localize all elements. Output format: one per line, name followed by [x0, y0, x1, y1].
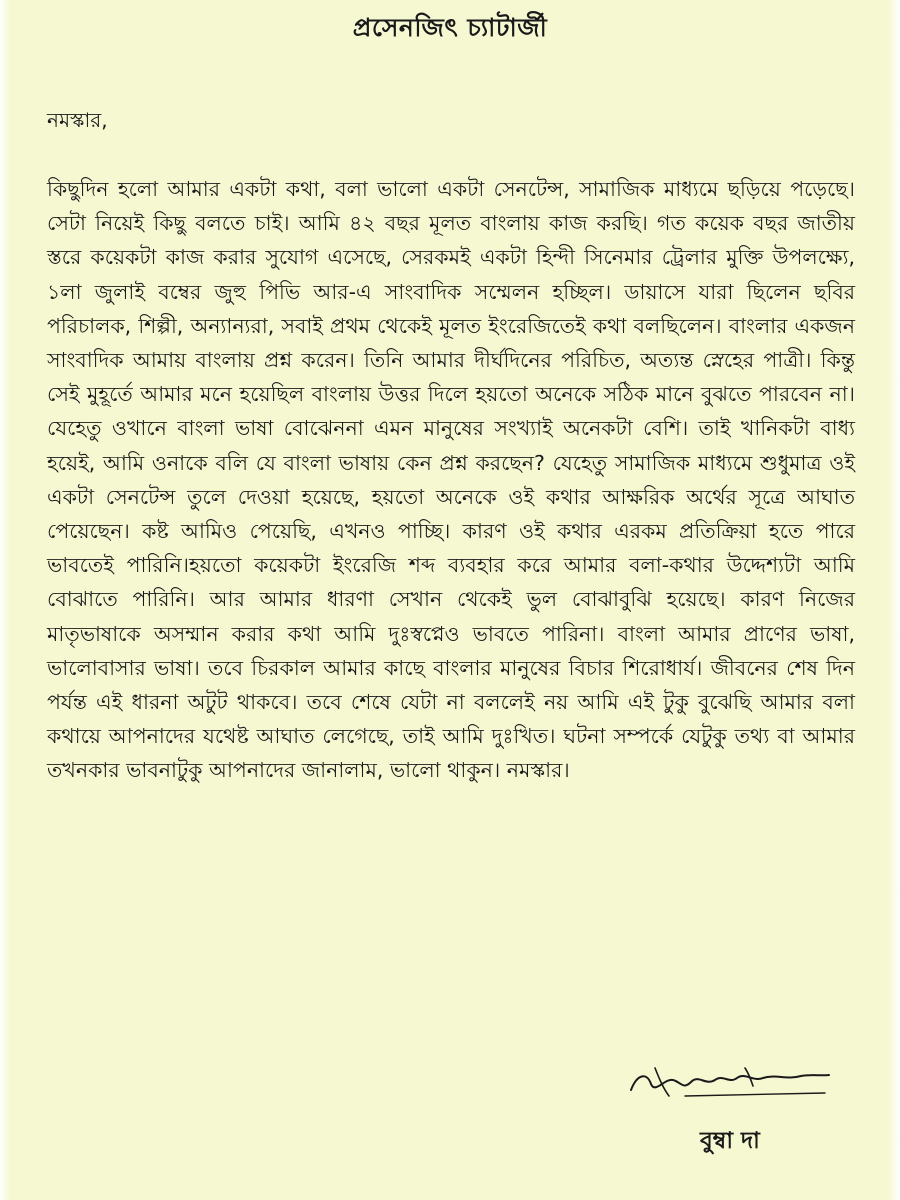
paper-edge-left: [0, 0, 10, 1200]
handwritten-signature: [625, 1060, 835, 1105]
greeting: নমস্কার,: [47, 108, 108, 132]
letter-body: কিছুদিন হলো আমার একটা কথা, বলা ভালো একটা সেনটেন্স, সামাজিক মাধ্যমে ছড়িয়ে পড়েছে। সেটা নিয়েই কিছু বলতে চাই। আমি ৪২ বছর মূলত বাংলায় কাজ করছি। গত কয়েক বছর জাতীয় স্তরে কয়েকটা কাজ করার সুযোগ এসেছে, সেরকমই একটা হিন্দী সিনেমার ট্রেলার মুক্তি উপলক্ষ্যে, ১লা জুলাই বম্বের জুহু পিভি আর-এ সাংবাদিক সম্মেলন হচ্ছিল। ডায়াসে যারা ছিলেন ছবির পরিচালক, শিল্পী, অন্যান্যরা, সবাই প্রথম থেকেই মূলত ইংরেজিতেই কথা বলছিলেন। বাংলার একজন সাংবাদিক আমায় বাংলায় প্রশ্ন করেন। তিনি আমার দীর্ঘদিনের পরিচিত, অত্যন্ত স্নেহের পাত্রী। কিন্তু সেই মুহূর্তে আমার মনে হয়েছিল বাংলায় উত্তর দিলে হয়তো অনেকে সঠিক মানে বুঝতে পারবেন না। যেহেতু ওখানে বাংলা ভাষা বোঝেননা এমন মানুষের সংখ্যাই অনেকটা বেশি। তাই খানিকটা বাধ্য হয়েই, আমি ওনাকে বলি যে বাংলা ভাষায় কেন প্রশ্ন করছেন? যেহেতু সামাজিক মাধ্যমে শুধুমাত্র ওই একটা সেনটেন্স তুলে দেওয়া হয়েছে, হয়তো অনেকে ওই কথার আক্ষরিক অর্থের সূত্রে আঘাত পেয়েছেন। কষ্ট আমিও পেয়েছি, এখনও পাচ্ছি। কারণ ওই কথার এরকম প্রতিক্রিয়া হতে পারে ভাবতেই পারিনি।হয়তো কয়েকটা ইংরেজি শব্দ ব্যবহার করে আমার বলা-কথার উদ্দেশ্যটা আমি বোঝাতে পারিনি। আর আমার ধারণা সেখান থেকেই ভুল বোঝাবুঝি হয়েছে। কারণ নিজের মাতৃভাষাকে অসম্মান করার কথা আমি দুঃস্বপ্নেও ভাবতে পারিনা। বাংলা আমার প্রাণের ভাষা, ভালোবাসার ভাষা। তবে চিরকাল আমার কাছে বাংলার মানুষের বিচার শিরোধার্য। জীবনের শেষ দিন পর্যন্ত এই ধারনা অটুট থাকবে। তবে শেষে যেটা না বললেই নয় আমি এই টুকু বুঝেছি আমার বলা কথায়ে আপনাদের যথেষ্ট আঘাত লেগেছে, তাই আমি দুঃখিত। ঘটনা সম্পর্কে যেটুকু তথ্য বা আমার তখনকার ভাবনাটুকু আপনাদের জানালাম, ভালো থাকুন। নমস্কার।: [47, 177, 855, 783]
letterhead-name: প্রসেনজিৎ চ্যাটার্জী: [352, 13, 548, 42]
paper-edge-right: [888, 0, 900, 1200]
signer-name: বুম্বা দা: [700, 1127, 760, 1154]
